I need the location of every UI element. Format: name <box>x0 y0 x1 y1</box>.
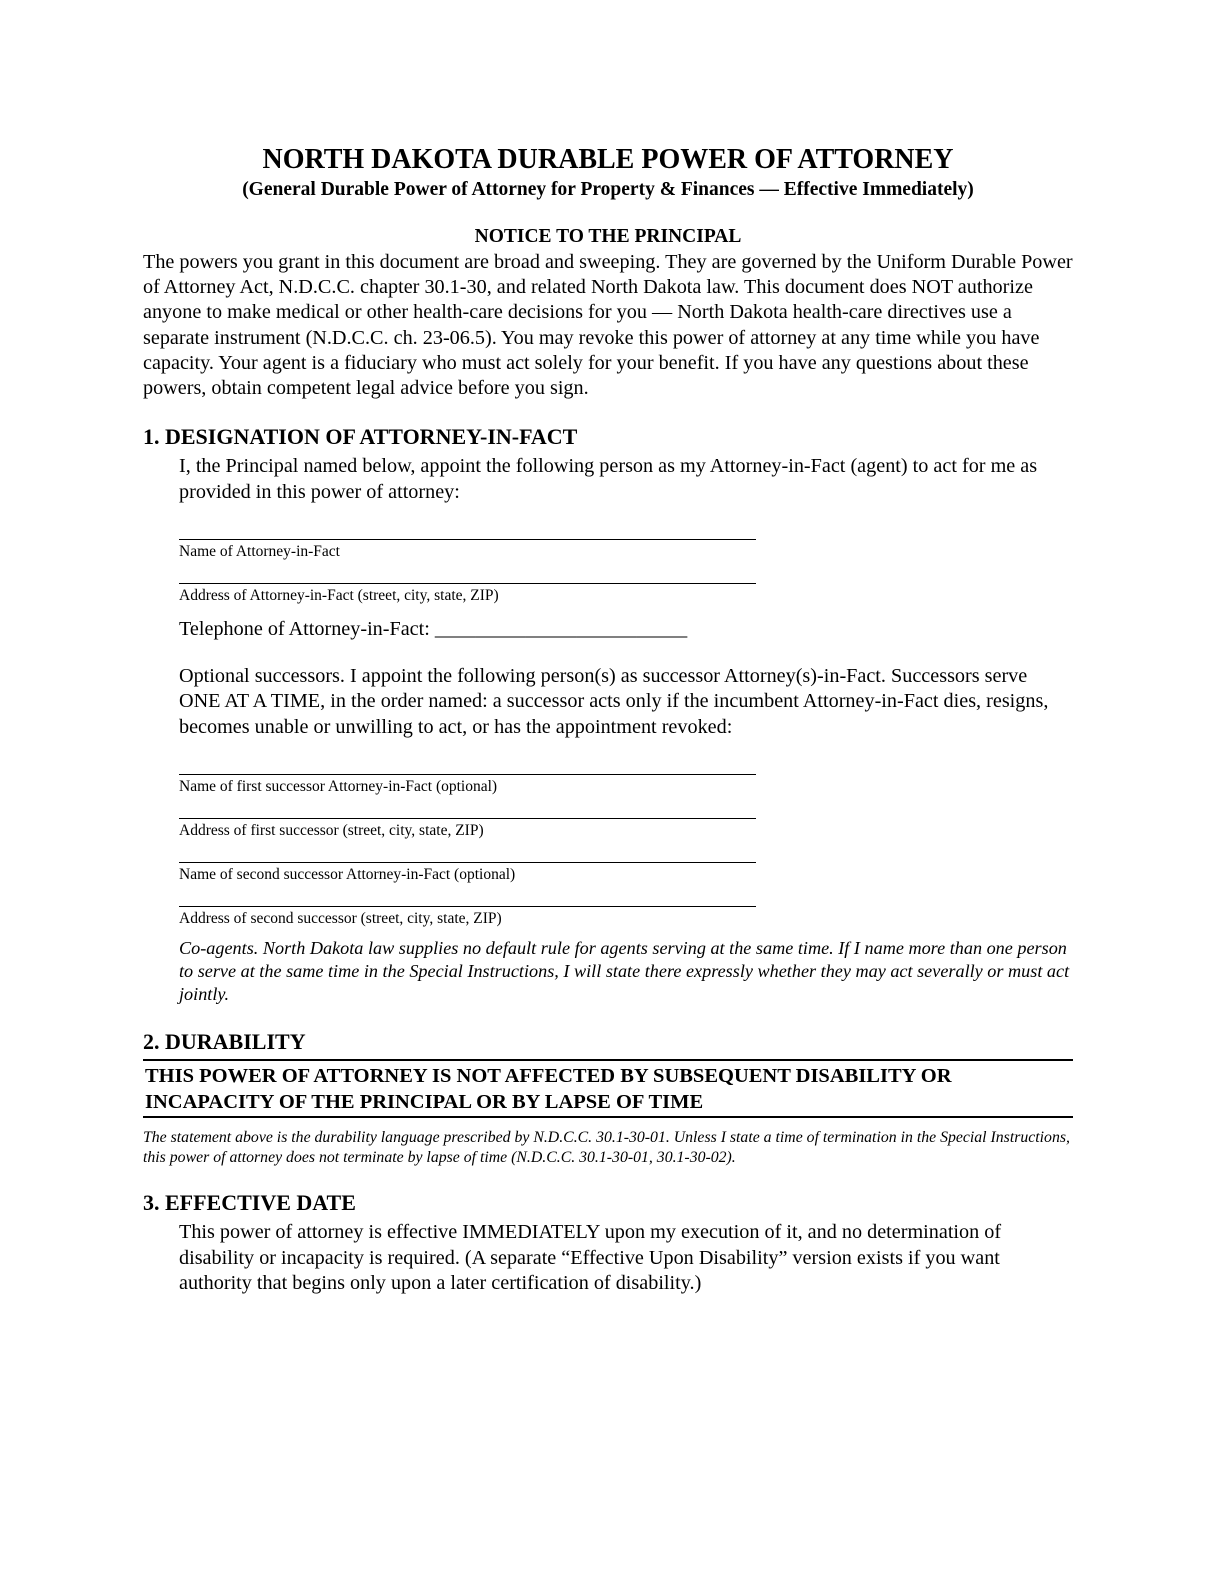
second-successor-name-field[interactable] <box>179 862 756 863</box>
first-successor-address-field[interactable] <box>179 818 756 819</box>
second-successor-name-label: Name of second successor Attorney-in-Fact (optional) <box>179 866 516 884</box>
agent-name-field[interactable] <box>179 539 756 540</box>
section-1-intro: I, the Principal named below, appoint the following person as my Attorney-in-Fact (agent) to act for me as provided in this power of attorney: <box>179 455 1038 503</box>
second-successor-address-field[interactable] <box>179 906 756 907</box>
agent-name-label: Name of Attorney-in-Fact <box>179 543 340 561</box>
document-subtitle: (General Durable Power of Attorney for Property & Finances — Effective Immediately) <box>242 179 974 200</box>
agent-telephone-field[interactable]: Telephone of Attorney-in-Fact: _________________________ <box>179 618 688 641</box>
section-3-body: This power of attorney is effective IMMEDIATELY upon my execution of it, and no determination of disability or incapacity is required. (A separate “Effective Upon Disability” version exists if you want authority that begins only upon a later certification of disability.) <box>179 1221 1002 1295</box>
document-title: NORTH DAKOTA DURABLE POWER OF ATTORNEY <box>262 144 954 175</box>
agent-address-label: Address of Attorney-in-Fact (street, city, state, ZIP) <box>179 587 499 605</box>
coagents-note: Co-agents. North Dakota law supplies no default rule for agents serving at the same time. If I name more than one person to serve at the same time in the Special Instructions, I will state there expressly whether they may act severally or must act jointly. <box>179 938 1070 1005</box>
second-successor-address-label: Address of second successor (street, city, state, ZIP) <box>179 910 502 928</box>
durability-statement: THIS POWER OF ATTORNEY IS NOT AFFECTED BY SUBSEQUENT DISABILITY OR INCAPACITY OF THE PRINCIPAL OR BY LAPSE OF TIME <box>143 1059 1073 1118</box>
notice-body: The powers you grant in this document are broad and sweeping. They are governed by the Uniform Durable Power of Attorney Act, N.D.C.C. chapter 30.1-30, and related North Dakota law. This document does NOT authorize anyone to make medical or other health-care decisions for you — North Dakota health-care directives use a separate instrument (N.D.C.C. ch. 23-06.5). You may revoke this power of attorney at any time while you have capacity. Your agent is a fiduciary who must act solely for your benefit. If you have any questions about these powers, obtain competent legal advice before you sign. <box>143 251 1073 400</box>
section-3-body-wrap <box>179 1220 1073 1296</box>
successors-intro: Optional successors. I appoint the following person(s) as successor Attorney(s)-in-Fact. Successors serve ONE AT A TIME, in the order named: a successor acts only if the incumbent Attorney-in-Fact dies, resigns, becomes unable or unwilling to act, or has the appointment revoked: <box>179 665 1049 738</box>
first-successor-name-label: Name of first successor Attorney-in-Fact (optional) <box>179 778 498 796</box>
first-successor-address-label: Address of first successor (street, city, state, ZIP) <box>179 822 484 840</box>
agent-address-field[interactable] <box>179 583 756 584</box>
document-page <box>143 143 1073 1296</box>
section-1-body <box>179 454 1073 1006</box>
section-3-heading: 3. EFFECTIVE DATE <box>143 1190 356 1216</box>
section-1-heading: 1. DESIGNATION OF ATTORNEY-IN-FACT <box>143 424 578 450</box>
first-successor-name-field[interactable] <box>179 774 756 775</box>
section-2-heading: 2. DURABILITY <box>143 1029 306 1055</box>
notice-heading: NOTICE TO THE PRINCIPAL <box>474 226 742 247</box>
durability-note: The statement above is the durability language prescribed by N.D.C.C. 30.1-30-01. Unless I state a time of termination in the Special Instructions, this power of attorney does not terminate by lapse of time (N.D.C.C. 30.1-30-01, 30.1-30-02). <box>143 1129 1070 1166</box>
